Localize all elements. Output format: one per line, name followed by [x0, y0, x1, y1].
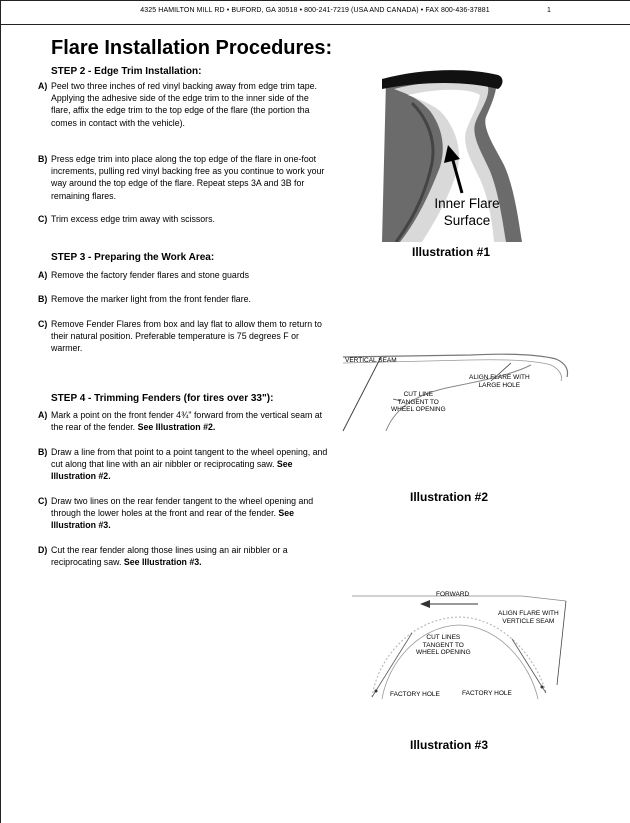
label-line: WHEEL OPENING: [391, 406, 446, 413]
label-line: VERTICLE SEAM: [502, 617, 555, 625]
item-text: Peel two three inches of red vinyl backing away from edge trim tape. Applying the adhesive side of the edge trim to the inner side of the flare, affix the edge trim to the top edge of the flare (the portion tha comes in contact with the vehicle).: [51, 81, 317, 128]
item-label: D): [38, 545, 48, 555]
page-header: [0, 0, 630, 25]
illustration-1-caption: Illustration #1: [412, 245, 491, 259]
item-label: A): [38, 81, 48, 91]
step4-item-d: [38, 544, 330, 568]
step3-item-c: [38, 318, 330, 355]
align-flare-label: [498, 610, 559, 625]
item-text: Press edge trim into place along the top edge of the flare in one-foot increments, pulling red vinyl backing free as you continue to work your way around the top edge of the flare. Repeat steps 3A and 3B for remaining flares.: [51, 154, 325, 201]
label-line: CUT LINE: [403, 391, 434, 398]
illustration-3-image: [352, 587, 570, 705]
step3-heading: STEP 3 - Preparing the Work Area:: [51, 252, 215, 263]
step2-item-a: [38, 80, 330, 129]
label-line: Inner Flare: [434, 196, 500, 211]
illustration-3-caption: Illustration #3: [410, 738, 489, 752]
step4-item-a: [38, 409, 330, 433]
cut-line-label: [391, 391, 446, 414]
align-flare-label: [469, 374, 530, 389]
step3-item-b: [38, 293, 330, 305]
label-line: LARGE HOLE: [478, 381, 521, 389]
item-text: Draw a line from that point to a point tangent to the wheel opening, and cut along that line with an air nibbler or reciprocating saw.: [51, 447, 328, 470]
item-label: C): [38, 319, 48, 329]
illustration-1-image: [382, 67, 523, 242]
item-text: Remove the factory fender flares and stone guards: [51, 270, 250, 280]
item-label: B): [38, 294, 48, 304]
label-line: TANGENT TO: [397, 398, 439, 406]
label-line: ALIGN FLARE WITH: [469, 374, 530, 381]
item-text: Mark a point on the front fender 4¾" forward from the vertical seam at the rear of the fender.: [51, 410, 323, 433]
label-line: WHEEL OPENING: [416, 649, 471, 656]
item-text: Trim excess edge trim away with scissors.: [51, 214, 215, 224]
illustration-2-image: [341, 351, 571, 433]
item-label: B): [38, 154, 48, 164]
step2-item-b: [38, 153, 330, 202]
label-line: ALIGN FLARE WITH: [498, 610, 559, 617]
vertical-seam-label: VERTICAL SEAM: [345, 357, 397, 364]
factory-hole-right-label: FACTORY HOLE: [462, 690, 512, 697]
item-label: C): [38, 214, 48, 224]
header-address: 4325 HAMILTON MILL RD • BUFORD, GA 30518 • 800-241-7219 (USA AND CANADA) • FAX 800-436-37881: [140, 7, 490, 14]
label-line: Surface: [443, 213, 491, 228]
step3-item-a: [38, 269, 330, 281]
step4-heading: STEP 4 - Trimming Fenders (for tires over 33"):: [51, 393, 274, 404]
illustration-1-label: [422, 195, 512, 229]
step2-heading: STEP 2 - Edge Trim Installation:: [51, 66, 202, 77]
item-reference: See Illustration #3.: [123, 557, 202, 568]
illustration-2-caption: Illustration #2: [410, 490, 489, 504]
item-reference: See Illustration #2.: [137, 422, 216, 433]
step4-item-b: [38, 446, 330, 483]
page-title: Flare Installation Procedures:: [51, 37, 333, 59]
item-text: Remove the marker light from the front fender flare.: [51, 294, 251, 304]
factory-hole-left-label: FACTORY HOLE: [390, 691, 440, 698]
item-text: Remove Fender Flares from box and lay flat to allow them to return to their natural position. Preferable temperature is 75 degrees F or warmer.: [51, 319, 322, 354]
item-label: B): [38, 447, 48, 457]
step4-item-c: [38, 495, 330, 532]
item-reference: See Illustration #2.: [51, 459, 293, 482]
label-line: TANGENT TO: [422, 641, 464, 649]
label-line: CUT LINES: [426, 634, 461, 641]
item-label: C): [38, 496, 48, 506]
forward-label: FORWARD: [436, 591, 470, 598]
page-number: 1: [547, 7, 551, 14]
item-text: Cut the rear fender along those lines using an air nibbler or a reciprocating saw.: [51, 545, 288, 568]
item-label: A): [38, 270, 48, 280]
cut-lines-label: [416, 634, 471, 657]
page-border-left: [0, 0, 1, 823]
item-reference: See Illustration #3.: [51, 508, 295, 531]
item-text: Draw two lines on the rear fender tangent to the wheel opening and through the lower holes at the front and rear of the fender.: [51, 496, 314, 519]
item-label: A): [38, 410, 48, 420]
step2-item-c: [38, 213, 330, 225]
